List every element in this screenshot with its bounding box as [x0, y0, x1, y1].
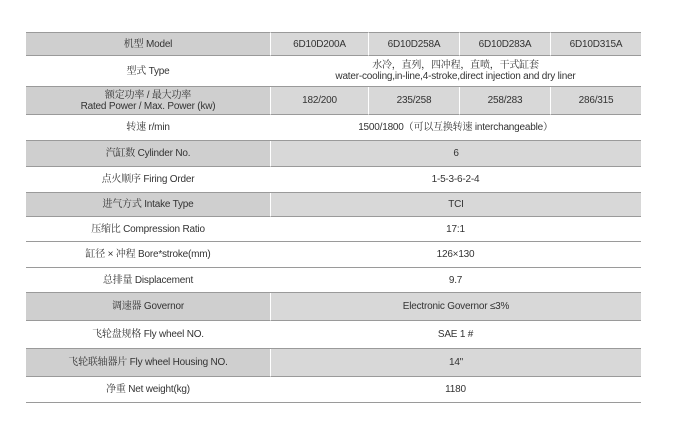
type-label: 型式 Type [26, 56, 270, 87]
model-cell: 6D10D283A [459, 32, 550, 56]
row-firing-order [26, 167, 641, 193]
row-displacement [26, 268, 641, 293]
power-cell: 258/283 [459, 87, 550, 115]
intake-label: 进气方式 Intake Type [26, 193, 270, 217]
compression-label: 压缩比 Compression Ratio [26, 217, 270, 242]
row-speed [26, 115, 641, 141]
flywheel-label: 飞轮盘规格 Fly wheel NO. [26, 321, 270, 349]
power-cell: 286/315 [550, 87, 641, 115]
speed-label: 转速 r/min [26, 115, 270, 141]
bore-stroke-value: 126×130 [270, 242, 641, 268]
firing-order-label: 点火顺序 Firing Order [26, 167, 270, 193]
row-bore-stroke [26, 242, 641, 268]
row-flywheel [26, 321, 641, 349]
governor-value: Electronic Governor ≤3% [270, 293, 641, 321]
row-cylinders [26, 141, 641, 167]
row-power [26, 87, 641, 115]
intake-value: TCI [270, 193, 641, 217]
cylinders-label: 汽缸数 Cylinder No. [26, 141, 270, 167]
flywheel-housing-label: 飞轮联轴器片 Fly wheel Housing NO. [26, 349, 270, 377]
power-label-cn: 额定功率 / 最大功率 [104, 89, 192, 101]
speed-value: 1500/1800（可以互换转速 interchangeable） [270, 115, 641, 141]
governor-label: 调速器 Governor [26, 293, 270, 321]
compression-value: 17:1 [270, 217, 641, 242]
power-label [26, 87, 270, 115]
cylinders-value: 6 [270, 141, 641, 167]
model-label: 机型 Model [26, 32, 270, 56]
spec-table [26, 32, 641, 403]
type-value [270, 56, 641, 87]
type-value-en: water-cooling,in-line,4-stroke,direct injection and dry liner [335, 71, 576, 82]
row-compression [26, 217, 641, 242]
firing-order-value: 1-5-3-6-2-4 [270, 167, 641, 193]
power-cell: 182/200 [270, 87, 368, 115]
power-cell: 235/258 [368, 87, 459, 115]
row-governor [26, 293, 641, 321]
model-cell: 6D10D200A [270, 32, 368, 56]
row-type [26, 56, 641, 87]
displacement-value: 9.7 [270, 268, 641, 293]
type-value-cn: 水冷，直列，四冲程，直喷，干式缸套 [372, 60, 539, 71]
bore-stroke-label: 缸径 × 冲程 Bore*stroke(mm) [26, 242, 270, 268]
row-intake [26, 193, 641, 217]
row-net-weight [26, 377, 641, 403]
row-model [26, 32, 641, 56]
row-flywheel-housing [26, 349, 641, 377]
net-weight-value: 1180 [270, 377, 641, 403]
power-label-en: Rated Power / Max. Power (kw) [80, 100, 216, 112]
flywheel-value: SAE 1 # [270, 321, 641, 349]
displacement-label: 总排量 Displacement [26, 268, 270, 293]
model-cell: 6D10D315A [550, 32, 641, 56]
flywheel-housing-value: 14" [270, 349, 641, 377]
net-weight-label: 净重 Net weight(kg) [26, 377, 270, 403]
model-cell: 6D10D258A [368, 32, 459, 56]
